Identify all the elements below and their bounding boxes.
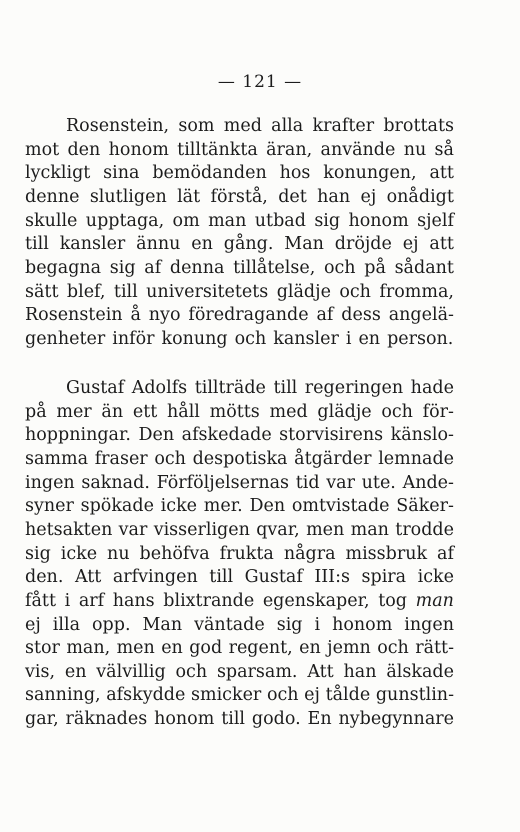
word: sina bbox=[103, 163, 140, 184]
word: än bbox=[101, 401, 124, 422]
word: tid bbox=[295, 472, 320, 493]
word: Gustaf bbox=[244, 567, 303, 588]
text-line bbox=[25, 446, 454, 472]
text-line bbox=[25, 612, 454, 638]
word: Ande- bbox=[402, 472, 454, 493]
word: tog bbox=[378, 590, 407, 611]
word: af bbox=[144, 257, 162, 278]
word: så bbox=[434, 139, 454, 160]
text-line bbox=[25, 706, 454, 732]
word: despotiska bbox=[192, 448, 288, 469]
word: sig bbox=[25, 543, 51, 564]
word: bemödanden bbox=[152, 163, 267, 184]
word: regent, bbox=[228, 638, 293, 659]
word: och bbox=[377, 638, 409, 659]
word: sådant bbox=[394, 257, 454, 278]
word: nu bbox=[403, 139, 427, 160]
word: honom bbox=[332, 614, 393, 635]
word: fraser bbox=[94, 448, 148, 469]
word: mötts bbox=[209, 401, 260, 422]
text-line bbox=[25, 588, 454, 614]
word: till bbox=[221, 709, 246, 730]
word: alla bbox=[271, 116, 304, 136]
word: syner bbox=[25, 496, 74, 517]
word: sig bbox=[314, 210, 341, 231]
word: till bbox=[273, 378, 298, 398]
text-line bbox=[25, 470, 454, 496]
word: på bbox=[364, 257, 386, 278]
text-line bbox=[25, 279, 454, 305]
word: man, bbox=[66, 638, 111, 659]
word: dess bbox=[341, 305, 381, 326]
text-line bbox=[25, 208, 454, 234]
word: icke bbox=[417, 567, 454, 588]
text-line bbox=[25, 137, 454, 163]
word: glädje bbox=[276, 281, 331, 302]
word: och bbox=[323, 257, 356, 278]
word: skulle bbox=[25, 210, 78, 231]
word: Gustaf bbox=[66, 378, 125, 398]
word: missbruk bbox=[345, 543, 428, 564]
word: tilltänkta bbox=[177, 139, 258, 160]
word: att bbox=[429, 234, 454, 255]
word: och bbox=[381, 401, 413, 422]
word: honom bbox=[108, 139, 169, 160]
word: frukta bbox=[219, 543, 274, 564]
word: egenskaper, bbox=[262, 590, 370, 611]
word: icke bbox=[60, 543, 98, 564]
word: fått bbox=[25, 590, 56, 611]
word: tillträde bbox=[194, 378, 266, 398]
word: ej bbox=[360, 186, 377, 207]
text-line bbox=[25, 302, 454, 328]
word: krafter bbox=[312, 116, 375, 136]
word: En bbox=[307, 709, 332, 730]
word: nybegynnare bbox=[338, 709, 454, 730]
word: begagna bbox=[25, 257, 102, 278]
text-line bbox=[66, 375, 454, 401]
word: var bbox=[326, 472, 355, 493]
word: var bbox=[118, 519, 148, 540]
word: men bbox=[116, 638, 155, 659]
word: om bbox=[172, 210, 200, 231]
word: ännu bbox=[136, 234, 181, 255]
word: god bbox=[189, 638, 223, 659]
word: med bbox=[223, 116, 262, 136]
word: hetsakten bbox=[25, 519, 113, 540]
word: visserligen bbox=[153, 519, 250, 540]
word: upptaga, bbox=[85, 210, 165, 231]
word: sig bbox=[276, 614, 303, 635]
word: ej bbox=[25, 614, 41, 635]
word: ej bbox=[402, 234, 419, 255]
word: mer. bbox=[203, 496, 243, 517]
word: mer bbox=[56, 401, 92, 422]
word: lemnade bbox=[378, 448, 454, 469]
word: men bbox=[306, 519, 345, 540]
word: person. bbox=[387, 328, 454, 349]
word: sparsam. bbox=[216, 661, 298, 682]
word: qvar, bbox=[256, 519, 300, 540]
word: på bbox=[25, 401, 47, 422]
word: af bbox=[437, 543, 454, 564]
text-line bbox=[25, 255, 454, 281]
word: Att bbox=[307, 661, 334, 682]
text-line bbox=[25, 326, 454, 352]
word: Adolfs bbox=[131, 378, 188, 398]
word: hans bbox=[112, 590, 155, 611]
word: man bbox=[350, 519, 389, 540]
word: angelä- bbox=[388, 305, 454, 326]
word: han bbox=[343, 661, 377, 682]
word: mot bbox=[25, 139, 60, 160]
word: trodde bbox=[395, 519, 454, 540]
word: Den bbox=[249, 496, 286, 517]
word: Rosenstein bbox=[25, 305, 123, 326]
word: denne bbox=[25, 186, 80, 207]
word: arfvingen bbox=[112, 567, 198, 588]
word: välvillig bbox=[96, 661, 166, 682]
word: ute. bbox=[361, 472, 396, 493]
word: inför bbox=[112, 328, 155, 349]
word: behöfva bbox=[139, 543, 210, 564]
word: dröjde bbox=[334, 234, 392, 255]
text-line bbox=[25, 541, 454, 567]
word: denna bbox=[169, 257, 225, 278]
text-line bbox=[25, 184, 454, 210]
text-line bbox=[25, 493, 454, 519]
text-line bbox=[25, 682, 454, 708]
word: storvisirens bbox=[279, 425, 384, 446]
word: en bbox=[64, 661, 87, 682]
word: man bbox=[415, 590, 454, 611]
word: brottats bbox=[383, 116, 454, 136]
word: smicker bbox=[191, 685, 262, 706]
word: hoppningar. bbox=[25, 425, 131, 446]
word: som bbox=[178, 116, 215, 136]
word: och bbox=[175, 661, 208, 682]
word: att bbox=[429, 163, 454, 184]
word: en bbox=[161, 638, 183, 659]
word: ej bbox=[304, 685, 320, 706]
word: tillåtelse, bbox=[233, 257, 316, 278]
word: ett bbox=[132, 401, 158, 422]
word: sätt bbox=[25, 281, 59, 302]
word: väntade bbox=[194, 614, 265, 635]
word: en bbox=[299, 638, 321, 659]
word: ingen bbox=[25, 472, 75, 493]
word: omtvistade bbox=[291, 496, 390, 517]
word: konungen, bbox=[323, 163, 417, 184]
word: lyckligt bbox=[25, 163, 91, 184]
word: illa bbox=[52, 614, 81, 635]
word: afskedade bbox=[181, 425, 272, 446]
word: rätt- bbox=[415, 638, 454, 659]
word: till bbox=[25, 234, 49, 255]
word: hos bbox=[279, 163, 311, 184]
page-number: — 121 — bbox=[217, 72, 303, 92]
word: utbad bbox=[254, 210, 306, 231]
word: och bbox=[266, 685, 299, 706]
text-line bbox=[25, 231, 454, 257]
word: vis, bbox=[25, 661, 56, 682]
word: man bbox=[208, 210, 247, 231]
word: arf bbox=[78, 590, 105, 611]
word: samma bbox=[25, 448, 89, 469]
word: Rosenstein, bbox=[66, 116, 170, 136]
word: glädje bbox=[317, 401, 372, 422]
word: Att bbox=[74, 567, 102, 588]
word: och bbox=[339, 281, 371, 302]
word: äran, bbox=[266, 139, 313, 160]
word: med bbox=[269, 401, 308, 422]
word: slutligen bbox=[89, 186, 167, 207]
word: föredragande bbox=[188, 305, 309, 326]
word: godo. bbox=[251, 709, 301, 730]
word: till bbox=[209, 567, 234, 588]
word: och bbox=[154, 448, 186, 469]
word: ingen bbox=[404, 614, 454, 635]
word: gunstlin- bbox=[375, 685, 454, 706]
word: den bbox=[67, 139, 101, 160]
word: några bbox=[283, 543, 336, 564]
word: blef, bbox=[66, 281, 106, 302]
word: konung bbox=[161, 328, 228, 349]
word: Man bbox=[142, 614, 183, 635]
word: älskade bbox=[386, 661, 454, 682]
word: räknades bbox=[65, 709, 148, 730]
word: sanning, bbox=[25, 685, 101, 706]
word: genheter bbox=[25, 328, 106, 349]
text-line bbox=[25, 564, 454, 590]
word: opp. bbox=[92, 614, 131, 635]
word: spökade bbox=[80, 496, 154, 517]
text-line bbox=[25, 160, 454, 186]
text-line bbox=[25, 422, 454, 448]
word: en bbox=[191, 234, 213, 255]
word: icke bbox=[160, 496, 198, 517]
word: känslo- bbox=[390, 425, 454, 446]
word: den. bbox=[25, 567, 64, 588]
word: han bbox=[317, 186, 351, 207]
word: Den bbox=[138, 425, 175, 446]
word: tålde bbox=[325, 685, 371, 706]
word: och bbox=[234, 328, 267, 349]
word: kansler bbox=[273, 328, 339, 349]
word: kansler bbox=[59, 234, 126, 255]
word: använde bbox=[320, 139, 396, 160]
word: sjelf bbox=[417, 210, 454, 231]
word: nu bbox=[107, 543, 130, 564]
word: stor bbox=[25, 638, 60, 659]
word: spira bbox=[361, 567, 407, 588]
word: regeringen bbox=[304, 378, 404, 398]
word: jemn bbox=[327, 638, 371, 659]
word: håll bbox=[166, 401, 200, 422]
word: Man bbox=[284, 234, 324, 255]
word: gång. bbox=[223, 234, 274, 255]
text-line bbox=[25, 635, 454, 661]
text-line bbox=[25, 399, 454, 425]
word: afskydde bbox=[106, 685, 186, 706]
word: hade bbox=[410, 378, 454, 398]
word: åtgärder bbox=[294, 448, 372, 469]
word: nyo bbox=[148, 305, 181, 326]
text-line bbox=[66, 113, 454, 139]
word: gar, bbox=[25, 709, 59, 730]
word: till bbox=[113, 281, 138, 302]
word: honom bbox=[154, 709, 215, 730]
word: i bbox=[314, 614, 321, 635]
word: i bbox=[64, 590, 71, 611]
word: det bbox=[278, 186, 307, 207]
word: blixtrande bbox=[163, 590, 255, 611]
word: en bbox=[358, 328, 381, 349]
word: af bbox=[316, 305, 334, 326]
word: för- bbox=[422, 401, 454, 422]
word: III:s bbox=[314, 567, 350, 588]
text-line bbox=[25, 517, 454, 543]
text-line bbox=[25, 659, 454, 685]
word: i bbox=[345, 328, 352, 349]
word: förstå, bbox=[210, 186, 268, 207]
word: onådigt bbox=[386, 186, 454, 207]
word: Säker- bbox=[396, 496, 454, 517]
word: honom bbox=[348, 210, 409, 231]
word: saknad. bbox=[81, 472, 150, 493]
word: å bbox=[130, 305, 141, 326]
word: lät bbox=[177, 186, 201, 207]
word: fromma, bbox=[379, 281, 454, 302]
word: sig bbox=[109, 257, 136, 278]
word: Förföljelsernas bbox=[156, 472, 290, 493]
word: universitetets bbox=[146, 281, 269, 302]
